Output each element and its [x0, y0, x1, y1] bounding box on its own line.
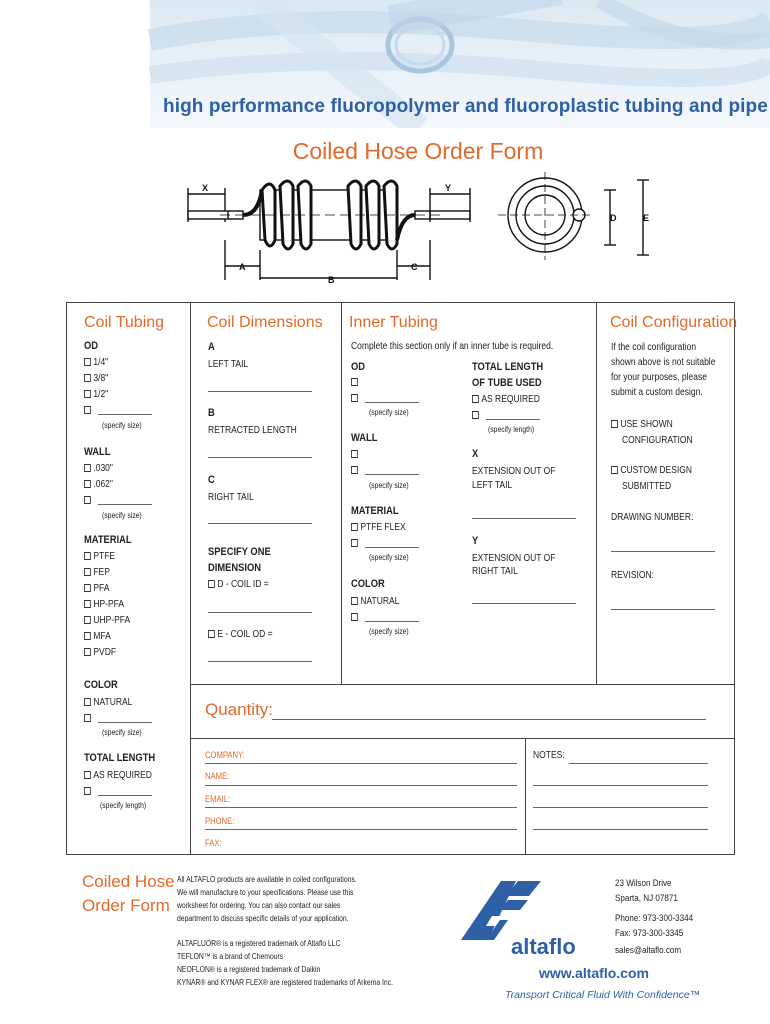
custom-design-label: SUBMITTED	[622, 481, 672, 492]
dim-c-label: C	[411, 262, 418, 272]
specify-size-hint: (specify size)	[102, 421, 142, 430]
quantity-field[interactable]	[272, 719, 706, 720]
coil-id-checkbox[interactable]: D - COIL ID =	[208, 579, 269, 590]
material-mfa-checkbox[interactable]: MFA	[84, 631, 111, 642]
company-label: COMPANY:	[205, 750, 245, 760]
banner-tagline: high performance fluoropolymer and fluoroplastic tubing and pipe	[163, 96, 768, 117]
inner-od-label: OD	[351, 361, 366, 373]
inner-x-field[interactable]	[472, 518, 576, 519]
email-address[interactable]: sales@altaflo.com	[615, 945, 682, 956]
revision-field[interactable]	[611, 609, 715, 610]
wall-other-field[interactable]	[98, 504, 152, 505]
inner-material-other-field[interactable]	[365, 547, 419, 548]
right-tail-label: RIGHT TAIL	[208, 492, 254, 503]
notes-field[interactable]	[533, 785, 708, 786]
revision-label: REVISION:	[611, 570, 654, 581]
use-shown-checkbox[interactable]: USE SHOWN	[611, 419, 673, 430]
notes-field[interactable]	[533, 829, 708, 830]
wall-030-checkbox[interactable]: .030"	[84, 463, 113, 474]
phone-field[interactable]	[205, 829, 517, 830]
email-label: EMAIL:	[205, 794, 231, 804]
inner-length-other-field[interactable]	[486, 419, 540, 420]
wall-062-checkbox[interactable]: .062"	[84, 479, 113, 490]
coil-diagram	[180, 170, 670, 290]
inner-x-title: X	[472, 448, 479, 460]
specify-size-hint: (specify size)	[102, 728, 142, 737]
divider	[190, 303, 191, 685]
divider	[341, 303, 342, 685]
retracted-length-field[interactable]	[208, 457, 312, 458]
altaflo-logo	[456, 876, 606, 966]
inner-material-label: MATERIAL	[351, 505, 399, 517]
total-length-other-field[interactable]	[98, 795, 152, 796]
notes-field[interactable]	[533, 807, 708, 808]
specify-one-heading: DIMENSION	[208, 562, 261, 574]
material-pvdf-checkbox[interactable]: PVDF	[84, 647, 116, 658]
fax-label: FAX:	[205, 838, 222, 848]
dim-a-title: A	[208, 341, 215, 353]
color-label: COLOR	[84, 679, 118, 691]
footer-title-line: Coiled Hose	[82, 872, 175, 891]
inner-material-other-checkbox[interactable]	[351, 538, 360, 549]
total-length-label: TOTAL LENGTH	[84, 752, 156, 764]
section-coil-dimensions: Coil Dimensions	[207, 314, 323, 331]
wall-label: WALL	[84, 446, 111, 458]
inner-as-required-checkbox[interactable]: AS REQUIRED	[472, 394, 540, 405]
logo-wordmark: altaflo	[511, 934, 576, 959]
inner-ptfe-flex-checkbox[interactable]: PTFE FLEX	[351, 522, 406, 533]
coil-od-field[interactable]	[208, 661, 312, 662]
config-desc: If the coil configuration	[611, 342, 697, 353]
use-shown-label: CONFIGURATION	[622, 435, 693, 446]
material-fep-checkbox[interactable]: FEP	[84, 567, 110, 578]
inner-x-desc: EXTENSION OUT OF	[472, 466, 556, 477]
name-field[interactable]	[205, 785, 517, 786]
specify-size-hint: (specify size)	[369, 627, 409, 636]
header-banner	[0, 0, 770, 128]
coil-id-field[interactable]	[208, 612, 312, 613]
inner-od-other-field[interactable]	[365, 402, 419, 403]
footer-description: All ALTAFLO products are available in coiled configurations. We will manufacture to your specifications. Please use this worksheet for ordering. You can also contact our sales department to discuss specific details of your application.	[177, 875, 357, 923]
inner-od-other-checkbox[interactable]	[351, 393, 360, 404]
dim-d-label: D	[610, 213, 617, 223]
inner-total-length-label: TOTAL LENGTH	[472, 361, 544, 373]
fax-number: Fax: 973-300-3345	[615, 928, 684, 939]
specify-size-hint: (specify size)	[102, 511, 142, 520]
drawing-number-field[interactable]	[611, 551, 715, 552]
inner-wall-label: WALL	[351, 432, 378, 444]
inner-y-title: Y	[472, 535, 479, 547]
dim-b-label: B	[328, 275, 335, 285]
dim-c-title: C	[208, 474, 215, 486]
dim-e-label: E	[643, 213, 650, 223]
retracted-length-label: RETRACTED LENGTH	[208, 425, 297, 436]
divider	[190, 738, 735, 739]
inner-y-desc: EXTENSION OUT OF	[472, 553, 556, 564]
address-line: Sparta, NJ 07871	[615, 893, 678, 904]
inner-length-other-checkbox[interactable]	[472, 410, 481, 421]
inner-color-other-field[interactable]	[365, 621, 419, 622]
material-pfa-checkbox[interactable]: PFA	[84, 583, 109, 594]
section-inner-tubing: Inner Tubing	[349, 314, 438, 331]
custom-design-checkbox[interactable]: CUSTOM DESIGN	[611, 465, 692, 476]
inner-y-desc: RIGHT TAIL	[472, 566, 518, 577]
specify-length-hint: (specify length)	[100, 801, 147, 810]
quantity-label: Quantity:	[205, 700, 274, 719]
od-half-checkbox[interactable]: 1/2"	[84, 389, 108, 400]
material-label: MATERIAL	[84, 534, 132, 546]
inner-wall-other-checkbox[interactable]	[351, 465, 360, 476]
section-coil-tubing: Coil Tubing	[84, 314, 165, 331]
phone-label: PHONE:	[205, 816, 235, 826]
inner-total-length-label: OF TUBE USED	[472, 377, 542, 389]
dim-b-title: B	[208, 407, 215, 419]
trademark-notices: ALTAFLUOR® is a registered trademark of Altaflo LLC TEFLON™ is a brand of Chemours NEOFLON® is a registered trademark of Daikin KYNAR® and KYNAR FLEX® are registered trademarks of Arkema Inc.	[177, 939, 393, 987]
config-desc: submit a custom design.	[611, 387, 703, 398]
coil-od-checkbox[interactable]: E - COIL OD =	[208, 629, 273, 640]
drawing-number-label: DRAWING NUMBER:	[611, 512, 694, 523]
inner-natural-checkbox[interactable]: NATURAL	[351, 596, 399, 607]
footer-title-line: Order Form	[82, 896, 170, 915]
specify-length-hint: (specify length)	[488, 425, 535, 434]
color-other-field[interactable]	[98, 722, 152, 723]
address-line: 23 Wilson Drive	[615, 878, 672, 889]
total-length-other-checkbox[interactable]	[84, 786, 93, 797]
inner-y-field[interactable]	[472, 603, 576, 604]
dim-x-label: X	[202, 183, 209, 193]
inner-od-checkbox[interactable]	[351, 377, 360, 388]
left-tail-field[interactable]	[208, 391, 312, 392]
inner-wall-other-field[interactable]	[365, 474, 419, 475]
od-label: OD	[84, 340, 99, 352]
dim-a-label: A	[239, 262, 246, 272]
color-natural-checkbox[interactable]: NATURAL	[84, 697, 132, 708]
company-field[interactable]	[205, 763, 517, 764]
footer-title	[82, 870, 175, 918]
od-other-checkbox[interactable]	[84, 405, 93, 416]
divider	[596, 303, 597, 685]
material-uhp-pfa-checkbox[interactable]: UHP-PFA	[84, 615, 130, 626]
specify-size-hint: (specify size)	[369, 481, 409, 490]
notes-label: NOTES:	[533, 750, 565, 761]
website-link[interactable]: www.altaflo.com	[539, 965, 649, 981]
section-coil-configuration: Coil Configuration	[610, 314, 738, 331]
email-field[interactable]	[205, 807, 517, 808]
divider	[525, 738, 526, 855]
od-three-eighths-checkbox[interactable]: 3/8"	[84, 373, 108, 384]
left-tail-label: LEFT TAIL	[208, 359, 249, 370]
config-desc: shown above is not suitable	[611, 357, 716, 368]
divider	[190, 684, 735, 685]
wall-other-checkbox[interactable]	[84, 495, 93, 506]
inner-x-desc: LEFT TAIL	[472, 480, 513, 491]
inner-color-other-checkbox[interactable]	[351, 612, 360, 623]
page-title: Coiled Hose Order Form	[292, 138, 544, 164]
slogan: Transport Critical Fluid With Confidence™	[505, 989, 701, 1001]
right-tail-field[interactable]	[208, 523, 312, 524]
inner-tubing-note: Complete this section only if an inner tube is required.	[351, 341, 554, 352]
specify-size-hint: (specify size)	[369, 553, 409, 562]
dim-y-label: Y	[445, 183, 452, 193]
config-desc: for your purposes, please	[611, 372, 707, 383]
color-other-checkbox[interactable]	[84, 713, 93, 724]
material-ptfe-checkbox[interactable]: PTFE	[84, 551, 115, 562]
od-other-field[interactable]	[98, 414, 152, 415]
inner-color-label: COLOR	[351, 578, 385, 590]
name-label: NAME:	[205, 771, 230, 781]
specify-one-heading: SPECIFY ONE	[208, 546, 271, 558]
total-length-as-required-checkbox[interactable]: AS REQUIRED	[84, 770, 152, 781]
phone-number: Phone: 973-300-3344	[615, 913, 694, 924]
od-quarter-checkbox[interactable]: 1/4"	[84, 357, 108, 368]
inner-wall-checkbox[interactable]	[351, 449, 360, 460]
notes-field[interactable]	[569, 763, 708, 764]
specify-size-hint: (specify size)	[369, 408, 409, 417]
divider	[190, 684, 191, 855]
material-hp-pfa-checkbox[interactable]: HP-PFA	[84, 599, 124, 610]
